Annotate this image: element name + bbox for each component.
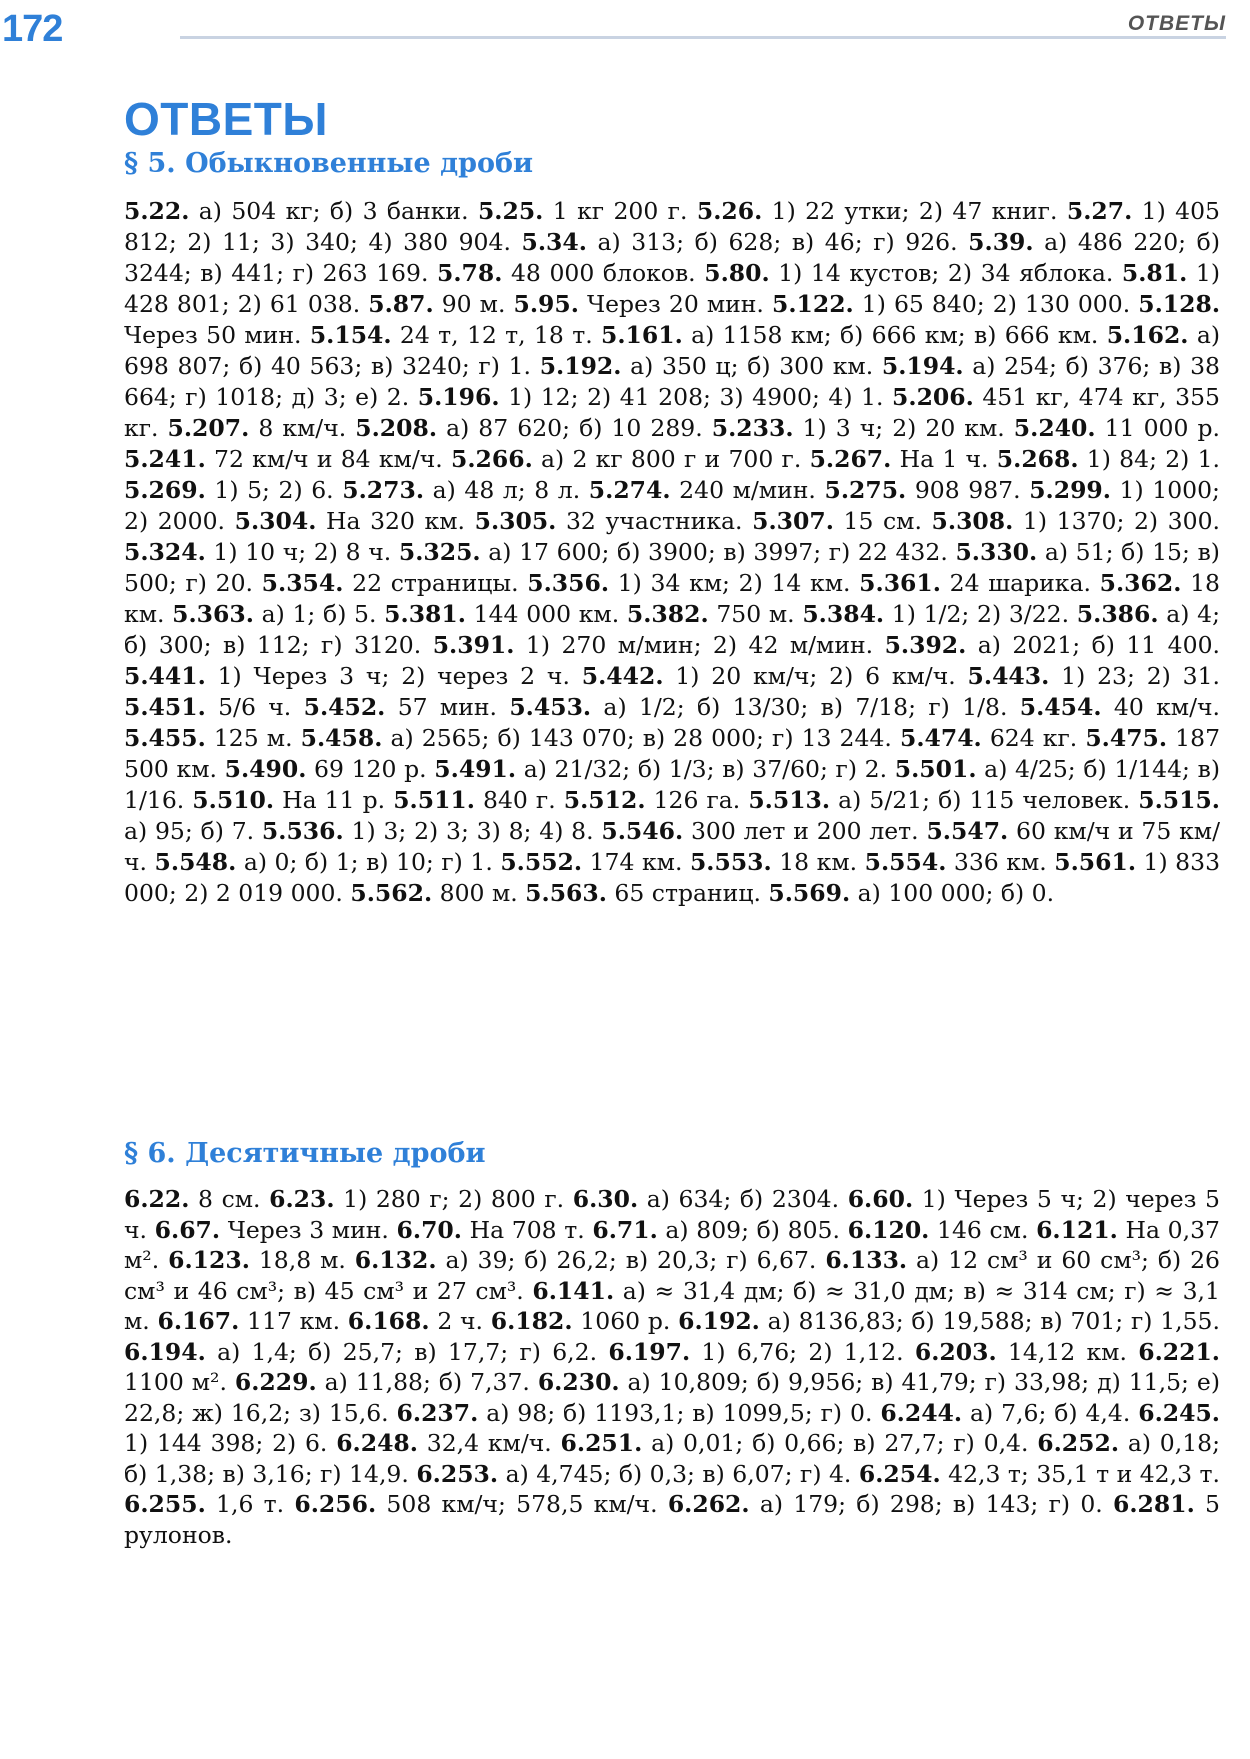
problem-number: 5.356. bbox=[527, 569, 610, 597]
problem-number: 6.168. bbox=[347, 1307, 430, 1335]
problem-number: 5.553. bbox=[689, 848, 772, 876]
problem-number: 5.475. bbox=[1085, 724, 1168, 752]
problem-number: 6.194. bbox=[124, 1337, 206, 1366]
page-number: 172 bbox=[2, 8, 63, 50]
answers-text: 6.22. 8 см. 6.23. 1) 280 г; 2) 800 г. 6.30. а) 634; б) 2304. 6.60. 1) Через 5 ч; 2) через 5 ч. 6.67. Через 3 мин. 6.70. На 708 т. 6.71. а) 809; б) 805. 6.120. 146 см. 6.121. На 0,37 м². 6.123. 18,8 м. 6.132. а) 39; б) 26,2; в) 20,3; г) 6,67. 6.133. а) 12 см³ и 60 см³; б) 26 см³ и 46 см³; в) 45 см³ и 27 см³. 6.141. а) ≈ 31,4 дм; б) ≈ 31,0 дм; в) ≈ 314 см; г) ≈ 3,1 м. 6.167. 117 км. 6.168. 2 ч. 6.182. 1060 р. 6.192. а) 8136,83; б) 19,588; в) 701; г) 1,55. 6.194. а) 1,4; б) 25,7; в) 17,7; г) 6,2. 6.197. 1) 6,76; 2) 1,12. 6.203. 14,12 км. 6.221. 1100 м². 6.229. а) 11,88; б) 7,37. 6.230. а) 10,809; б) 9,956; в) 41,79; г) 33,98; д) 11,5; е) 22,8; ж) 16,2; з) 15,6. 6.237. а) 98; б) 1193,1; в) 1099,5; г) 0. 6.244. а) 7,6; б) 4,4. 6.245. 1) 144 398; 2) 6. 6.248. 32,4 км/ч. 6.251. а) 0,01; б) 0,66; в) 27,7; г) 0,4. 6.252. а) 0,18; б) 1,38; в) 3,16; г) 14,9. 6.253. а) 4,745; б) 0,3; в) 6,07; г) 4. 6.254. 42,3 т; 35,1 т и 42,3 т. 6.255. 1,6 т. 6.256. 508 км/ч; 578,5 км/ч. 6.262. а) 179; б) 298; в) 143; г) 0. 6.281. 5 рулонов. bbox=[124, 1185, 1221, 1549]
problem-number: 5.233. bbox=[711, 414, 794, 442]
problem-number: 5.391. bbox=[432, 631, 515, 659]
problem-number: 6.70. bbox=[396, 1215, 462, 1244]
problem-number: 6.141. bbox=[532, 1276, 615, 1305]
problem-number: 5.39. bbox=[968, 228, 1034, 256]
problem-number: 5.240. bbox=[1013, 414, 1096, 442]
problem-number: 6.120. bbox=[847, 1215, 930, 1244]
problem-number: 5.161. bbox=[601, 321, 683, 349]
problem-number: 5.330. bbox=[955, 538, 1038, 566]
problem-number: 5.299. bbox=[1029, 476, 1111, 504]
problem-number: 6.248. bbox=[336, 1429, 418, 1457]
problem-number: 6.197. bbox=[608, 1337, 691, 1366]
problem-number: 5.308. bbox=[931, 507, 1014, 535]
problem-number: 5.304. bbox=[234, 507, 317, 535]
problem-number: 5.458. bbox=[300, 724, 383, 752]
problem-number: 6.23. bbox=[269, 1185, 335, 1213]
problem-number: 5.362. bbox=[1099, 569, 1182, 597]
problem-number: 5.192. bbox=[539, 352, 622, 380]
problem-number: 5.552. bbox=[500, 848, 583, 876]
answers-section-5 bbox=[124, 196, 1220, 909]
problem-number: 5.443. bbox=[967, 662, 1050, 690]
problem-number: 6.253. bbox=[416, 1459, 499, 1488]
problem-number: 5.569. bbox=[768, 879, 851, 907]
problem-number: 5.442. bbox=[581, 662, 664, 690]
problem-number: 6.244. bbox=[880, 1398, 963, 1427]
problem-number: 6.203. bbox=[914, 1337, 997, 1366]
problem-number: 5.510. bbox=[192, 786, 275, 814]
problem-number: 5.547. bbox=[926, 817, 1009, 845]
problem-number: 6.262. bbox=[667, 1490, 750, 1518]
problem-number: 5.386. bbox=[1076, 600, 1159, 628]
problem-number: 5.95. bbox=[513, 290, 579, 318]
problem-number: 5.454. bbox=[1019, 693, 1102, 721]
problem-number: 6.30. bbox=[572, 1185, 639, 1213]
problem-number: 5.451. bbox=[124, 693, 206, 721]
problem-number: 5.384. bbox=[802, 600, 885, 628]
problem-number: 6.60. bbox=[847, 1185, 914, 1213]
problem-number: 5.562. bbox=[350, 879, 433, 907]
problem-number: 6.121. bbox=[1036, 1215, 1118, 1244]
problem-number: 5.363. bbox=[172, 600, 254, 628]
problem-number: 6.252. bbox=[1037, 1429, 1120, 1457]
problem-number: 6.281. bbox=[1113, 1490, 1195, 1518]
problem-number: 6.245. bbox=[1138, 1398, 1220, 1427]
problem-number: 5.78. bbox=[436, 259, 503, 287]
problem-number: 5.122. bbox=[771, 290, 854, 318]
problem-number: 5.266. bbox=[451, 445, 533, 473]
problem-number: 5.208. bbox=[355, 414, 438, 442]
problem-number: 5.207. bbox=[167, 414, 250, 442]
problem-number: 5.25. bbox=[477, 197, 544, 225]
problem-number: 5.267. bbox=[809, 445, 892, 473]
problem-number: 6.192. bbox=[678, 1307, 760, 1335]
problem-number: 6.71. bbox=[592, 1215, 658, 1244]
problem-number: 6.251. bbox=[560, 1429, 643, 1457]
problem-number: 5.269. bbox=[124, 476, 206, 504]
problem-number: 5.491. bbox=[434, 755, 517, 783]
problem-number: 5.275. bbox=[824, 476, 907, 504]
problem-number: 5.515. bbox=[1138, 786, 1220, 814]
problem-number: 5.474. bbox=[899, 724, 982, 752]
problem-number: 5.511. bbox=[393, 786, 475, 814]
problem-number: 5.381. bbox=[384, 600, 466, 628]
problem-number: 5.274. bbox=[588, 476, 671, 504]
problem-number: 6.229. bbox=[234, 1368, 317, 1396]
problem-number: 5.81. bbox=[1121, 259, 1188, 287]
problem-number: 6.254. bbox=[858, 1459, 941, 1488]
problem-number: 5.361. bbox=[859, 569, 941, 597]
problem-number: 5.268. bbox=[996, 445, 1079, 473]
problem-number: 5.561. bbox=[1054, 848, 1137, 876]
problem-number: 5.513. bbox=[748, 786, 831, 814]
problem-number: 6.133. bbox=[825, 1246, 908, 1274]
problem-number: 6.67. bbox=[154, 1215, 221, 1244]
problem-number: 5.87. bbox=[368, 290, 434, 318]
problem-number: 6.22. bbox=[124, 1185, 190, 1213]
problem-number: 5.455. bbox=[124, 724, 206, 752]
problem-number: 6.255. bbox=[124, 1490, 206, 1518]
problem-number: 6.182. bbox=[490, 1307, 573, 1335]
problem-number: 5.305. bbox=[474, 507, 557, 535]
problem-number: 5.162. bbox=[1106, 321, 1189, 349]
problem-number: 5.22. bbox=[124, 197, 190, 225]
problem-number: 5.154. bbox=[309, 321, 392, 349]
problem-number: 5.546. bbox=[601, 817, 684, 845]
problem-number: 5.453. bbox=[509, 693, 592, 721]
problem-number: 5.441. bbox=[124, 662, 206, 690]
problem-number: 5.392. bbox=[884, 631, 967, 659]
problem-number: 5.325. bbox=[398, 538, 481, 566]
page-title: ОТВЕТЫ bbox=[124, 93, 328, 145]
problem-number: 5.554. bbox=[864, 848, 947, 876]
section-title-5: § 5. Обыкновенные дроби bbox=[124, 148, 533, 179]
header-rule bbox=[180, 36, 1226, 39]
problem-number: 6.132. bbox=[354, 1246, 437, 1274]
problem-number: 5.354. bbox=[261, 569, 344, 597]
problem-number: 5.26. bbox=[696, 197, 763, 225]
problem-number: 5.80. bbox=[704, 259, 770, 287]
problem-number: 5.128. bbox=[1138, 290, 1221, 318]
problem-number: 5.307. bbox=[752, 507, 834, 535]
problem-number: 6.123. bbox=[168, 1246, 250, 1274]
problem-number: 5.206. bbox=[892, 383, 974, 411]
answers-text: 5.22. а) 504 кг; б) 3 банки. 5.25. 1 кг 200 г. 5.26. 1) 22 утки; 2) 47 книг. 5.27. 1) 405 812; 2) 11; 3) 340; 4) 380 904. 5.34. а) 313; б) 628; в) 46; г) 926. 5.39. а) 486 220; б) 3244; в) 441; г) 263 169. 5.78. 48 000 блоков. 5.80. 1) 14 кустов; 2) 34 яблока. 5.81. 1) 428 801; 2) 61 038. 5.87. 90 м. 5.95. Через 20 мин. 5.122. 1) 65 840; 2) 130 000. 5.128. Через 50 мин. 5.154. 24 т, 12 т, 18 т. 5.161. а) 1158 км; б) 666 км; в) 666 км. 5.162. а) 698 807; б) 40 563; в) 3240; г) 1. 5.192. а) 350 ц; б) 300 км. 5.194. а) 254; б) 376; в) 38 664; г) 1018; д) 3; е) 2. 5.196. 1) 12; 2) 41 208; 3) 4900; 4) 1. 5.206. 451 кг, 474 кг, 355 кг. 5.207. 8 км/ч. 5.208. а) 87 620; б) 10 289. 5.233. 1) 3 ч; 2) 20 км. 5.240. 11 000 р. 5.241. 72 км/ч и 84 км/ч. 5.266. а) 2 кг 800 г и 700 г. 5.267. На 1 ч. 5.268. 1) 84; 2) 1. 5.269. 1) 5; 2) 6. 5.273. а) 48 л; 8 л. 5.274. 240 м/мин. 5.275. 908 987. 5.299. 1) 1000; 2) 2000. 5.304. На 320 км. 5.305. 32 участника. 5.307. 15 см. 5.308. 1) 1370; 2) 300. 5.324. 1) 10 ч; 2) 8 ч. 5.325. а) 17 600; б) 3900; в) 3997; г) 22 432. 5.330. а) 51; б) 15; в) 500; г) 20. 5.354. 22 страницы. 5.356. 1) 34 км; 2) 14 км. 5.361. 24 шарика. 5.362. 18 км. 5.363. а) 1; б) 5. 5.381. 144 000 км. 5.382. 750 м. 5.384. 1) 1/2; 2) 3/22. 5.386. а) 4; б) 300; в) 112; г) 3120. 5.391. 1) 270 м/мин; 2) 42 м/мин. 5.392. а) 2021; б) 11 400. 5.441. 1) Через 3 ч; 2) через 2 ч. 5.442. 1) 20 км/ч; 2) 6 км/ч. 5.443. 1) 23; 2) 31. 5.451. 5/6 ч. 5.452. 57 мин. 5.453. а) 1/2; б) 13/30; в) 7/18; г) 1/8. 5.454. 40 км/ч. 5.455. 125 м. 5.458. а) 2565; б) 143 070; в) 28 000; г) 13 244. 5.474. 624 кг. 5.475. 187 500 км. 5.490. 69 120 р. 5.491. а) 21/32; б) 1/3; в) 37/60; г) 2. 5.501. а) 4/25; б) 1/144; в) 1/16. 5.510. На 11 р. 5.511. 840 г. 5.512. 126 га. 5.513. а) 5/21; б) 115 человек. 5.515. а) 95; б) 7. 5.536. 1) 3; 2) 3; 3) 8; 4) 8. 5.546. 300 лет и 200 лет. 5.547. 60 км/ч и 75 км/ч. 5.548. а) 0; б) 1; в) 10; г) 1. 5.552. 174 км. 5.553. 18 км. 5.554. 336 км. 5.561. 1) 833 000; 2) 2 019 000. 5.562. 800 м. 5.563. 65 страниц. 5.569. а) 100 000; б) 0. bbox=[124, 197, 1221, 907]
problem-number: 5.27. bbox=[1066, 197, 1133, 225]
problem-number: 6.221. bbox=[1138, 1337, 1220, 1366]
problem-number: 6.167. bbox=[157, 1307, 240, 1335]
problem-number: 5.548. bbox=[154, 848, 237, 876]
problem-number: 5.34. bbox=[521, 228, 587, 256]
problem-number: 5.194. bbox=[881, 352, 964, 380]
problem-number: 5.512. bbox=[563, 786, 646, 814]
problem-number: 5.382. bbox=[626, 600, 709, 628]
problem-number: 5.501. bbox=[894, 755, 977, 783]
problem-number: 6.230. bbox=[537, 1368, 620, 1396]
problem-number: 5.273. bbox=[342, 476, 425, 504]
problem-number: 5.452. bbox=[303, 693, 386, 721]
problem-number: 5.324. bbox=[124, 538, 206, 566]
problem-number: 6.237. bbox=[396, 1398, 479, 1427]
answers-section-6 bbox=[124, 1184, 1220, 1550]
problem-number: 5.241. bbox=[124, 445, 206, 473]
running-head: ОТВЕТЫ bbox=[1127, 12, 1226, 35]
problem-number: 5.490. bbox=[224, 755, 307, 783]
problem-number: 6.256. bbox=[294, 1490, 377, 1518]
problem-number: 5.196. bbox=[417, 383, 500, 411]
problem-number: 5.563. bbox=[525, 879, 607, 907]
section-title-6: § 6. Десятичные дроби bbox=[124, 1138, 486, 1169]
problem-number: 5.536. bbox=[261, 817, 344, 845]
